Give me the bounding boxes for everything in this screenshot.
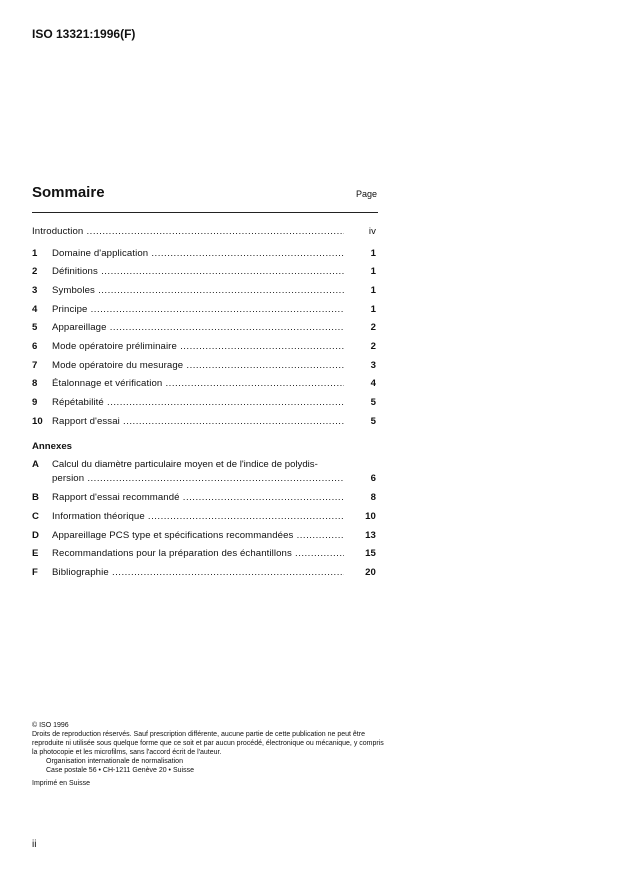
- annex-entry-page: 15: [365, 548, 376, 559]
- toc-entry-label: Étalonnage et vérification .....: [52, 378, 344, 389]
- annex-entry-label: Information théorique .....: [52, 511, 344, 522]
- annex-entry-label-line1: Calcul du diamètre particulaire moyen et de l'indice de polydis-: [52, 459, 318, 470]
- toc-entry-label: Répétabilité .....: [52, 397, 344, 408]
- annex-entry[interactable]: [32, 530, 378, 544]
- toc-entry-number: 1: [32, 248, 38, 259]
- annex-entry-page: 6: [370, 473, 376, 484]
- toc-entry-label: Domaine d'application .....: [52, 248, 344, 259]
- annex-entry-label: persion .....: [52, 473, 344, 484]
- printed-in: Imprimé en Suisse: [32, 780, 90, 787]
- toc-entry[interactable]: [32, 304, 378, 318]
- toc-entry-label: Introduction .....: [32, 226, 344, 237]
- document-code: ISO 13321:1996(F): [32, 27, 136, 41]
- toc-entry-label: Définitions .....: [52, 266, 344, 277]
- toc-entry-page: 1: [370, 248, 376, 259]
- toc-entry[interactable]: [32, 248, 378, 262]
- toc-entry-label: Symboles .....: [52, 285, 344, 296]
- annex-entry[interactable]: [32, 492, 378, 506]
- toc-entry[interactable]: [32, 397, 378, 411]
- toc-rule: [32, 212, 378, 213]
- toc-entry-label: Mode opératoire préliminaire .....: [52, 341, 344, 352]
- toc-entry[interactable]: [32, 341, 378, 355]
- toc-entry[interactable]: [32, 266, 378, 280]
- annex-entry-label: Bibliographie .....: [52, 567, 344, 578]
- annex-entry-letter: B: [32, 492, 40, 503]
- rights-notice: Droits de reproduction réservés. Sauf prescription différente, aucune partie de cette publication ne peut être reproduite ni utilisée sous quelque forme que ce soit et par aucun procédé, électronique ou mécanique, y compris la photocopie et les microfilms, sans l'accord écrit de l'auteur.: [32, 731, 384, 756]
- toc-entry-label: Rapport d'essai .....: [52, 416, 344, 427]
- toc-entry-page: 2: [370, 322, 376, 333]
- annex-entry-page: 20: [365, 567, 376, 578]
- annex-entry-letter: A: [32, 459, 40, 470]
- toc-entry-label: Principe .....: [52, 304, 344, 315]
- toc-entry-number: 4: [32, 304, 38, 315]
- toc-entry-label: Mode opératoire du mesurage .....: [52, 360, 344, 371]
- annex-entry-label: Rapport d'essai recommandé .....: [52, 492, 344, 503]
- toc-entry[interactable]: [32, 360, 378, 374]
- annex-entry-letter: D: [32, 530, 40, 541]
- toc-entry-number: 5: [32, 322, 38, 333]
- copyright-block: [32, 721, 384, 788]
- copyright-notice: © ISO 1996: [32, 722, 69, 729]
- organization-address: Case postale 56 • CH-1211 Genève 20 • Suisse: [46, 767, 194, 774]
- toc-entry-number: 9: [32, 397, 38, 408]
- annex-entry[interactable]: [32, 548, 378, 562]
- toc-entry-page: 2: [370, 341, 376, 352]
- page-number: ii: [32, 839, 37, 850]
- toc-entry-page: 1: [370, 304, 376, 315]
- annex-entry-letter: C: [32, 511, 40, 522]
- annex-entry-letter: F: [32, 567, 38, 578]
- toc-entry-page: 1: [370, 285, 376, 296]
- annex-entry[interactable]: [32, 511, 378, 525]
- toc-entry-number: 10: [32, 416, 43, 427]
- toc-entry-page: iv: [368, 226, 376, 237]
- organization-name: Organisation internationale de normalisation: [46, 758, 183, 765]
- annex-entry-letter: E: [32, 548, 39, 559]
- toc-entry-page: 1: [370, 266, 376, 277]
- toc-entry-number: 7: [32, 360, 38, 371]
- toc-entry[interactable]: [32, 322, 378, 336]
- toc-entry[interactable]: [32, 416, 378, 430]
- toc-entry-number: 6: [32, 341, 38, 352]
- annex-entry-page: 8: [370, 492, 376, 503]
- toc-entry-page: 3: [370, 360, 376, 371]
- toc-entry[interactable]: [32, 378, 378, 392]
- toc-entry-page: 5: [370, 397, 376, 408]
- toc-entry-number: 8: [32, 378, 38, 389]
- annex-entry[interactable]: [32, 567, 378, 581]
- toc-entry-label: Appareillage .....: [52, 322, 344, 333]
- annex-entry-page: 13: [365, 530, 376, 541]
- toc-entry-page: 4: [370, 378, 376, 389]
- page-column-label: Page: [356, 189, 378, 199]
- toc-entry-introduction[interactable]: [32, 226, 378, 240]
- annex-entry-label: Appareillage PCS type et spécifications recommandées .....: [52, 530, 344, 541]
- toc-title: Sommaire: [32, 184, 105, 201]
- annex-entry-page: 10: [365, 511, 376, 522]
- annex-entry-continuation[interactable]: [32, 473, 378, 487]
- toc-entry-number: 3: [32, 285, 38, 296]
- toc-entry-number: 2: [32, 266, 38, 277]
- toc-entry-page: 5: [370, 416, 376, 427]
- toc-entry[interactable]: [32, 285, 378, 299]
- annexes-heading: Annexes: [32, 441, 72, 452]
- annex-entry-label: Recommandations pour la préparation des échantillons .....: [52, 548, 344, 559]
